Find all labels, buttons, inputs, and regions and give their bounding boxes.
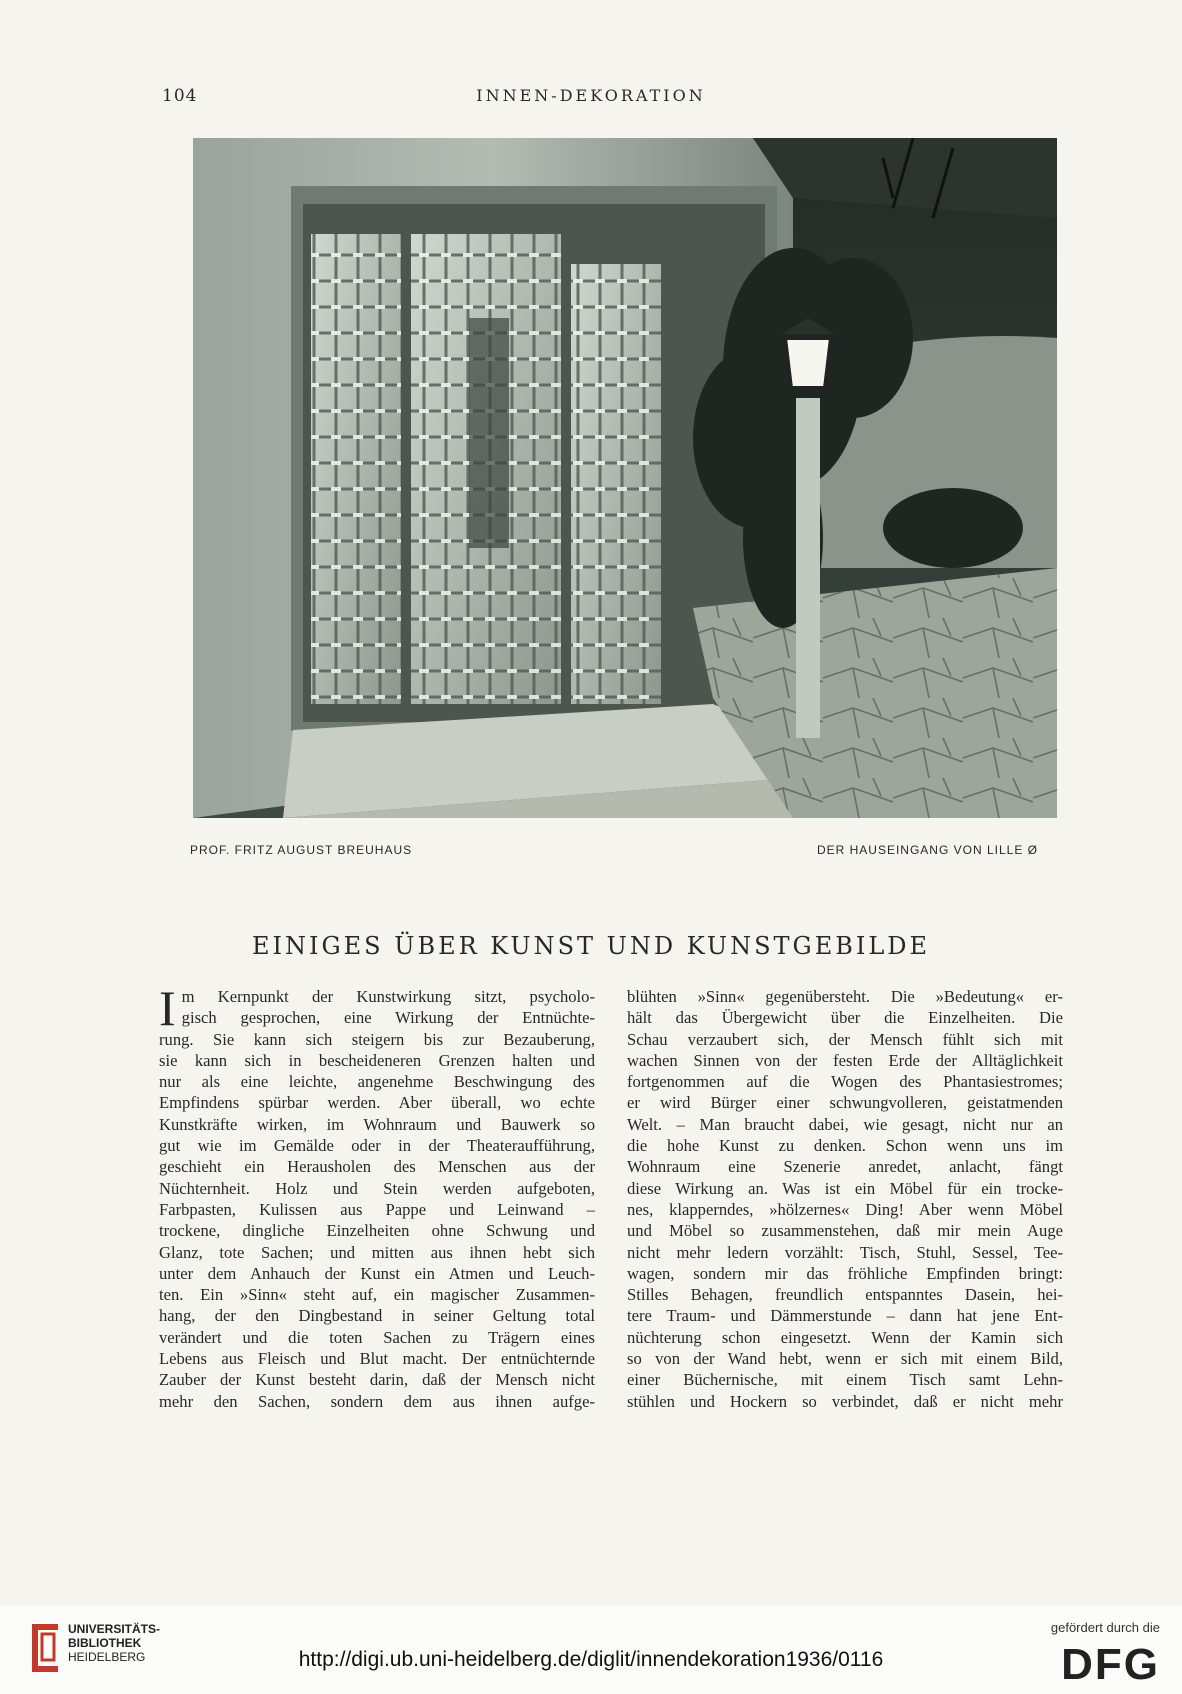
text-line: nes, klapperndes, »hölzernes« Ding! Aber wenn Möbel	[627, 1199, 1063, 1219]
text-line: Empfindens spürbar werden. Aber überall, wo echte	[159, 1093, 595, 1113]
text-line: Zauber der Kunst besteht darin, daß der Mensch nicht	[159, 1370, 595, 1390]
text-line: wachen Sinnen von der festen Erde der Alltäglichkeit	[627, 1050, 1063, 1070]
library-name-line: HEIDELBERG	[68, 1650, 146, 1664]
text-line: verändert und die toten Sachen zu Trägern eines	[159, 1327, 595, 1347]
library-name-line: BIBLIOTHEK	[68, 1636, 142, 1650]
night-entrance-illustration	[193, 138, 1057, 818]
text-line: Stilles Behagen, freundlich entspanntes Dasein, hei-	[627, 1285, 1063, 1305]
text-line: Kunstkräfte wirken, im Wohnraum und Bauwerk so	[159, 1114, 595, 1134]
text-line: Schau verzaubert sich, der Mensch fühlt sich mit	[627, 1029, 1063, 1049]
text-line: gisch gesprochen, eine Wirkung der Entnüchte-	[181, 1008, 595, 1028]
text-line: diese Wirkung an. Was ist ein Möbel für ein trocke-	[627, 1178, 1063, 1198]
text-line: einer Büchernische, mit einem Tisch samt Lehn-	[627, 1370, 1063, 1390]
text-line: fortgenommen auf die Wogen des Phantasiestromes;	[627, 1072, 1063, 1092]
text-line: rung. Sie kann sich steigern bis zur Bezauberung,	[159, 1029, 595, 1049]
text-line: mehr den Sachen, sondern dem aus ihnen aufge-	[159, 1391, 595, 1411]
text-line: hält das Übergewicht über die Einzelheiten. Die	[627, 1008, 1063, 1028]
text-column-left	[159, 980, 595, 1412]
text-line: unter dem Anhauch der Kunst ein Atmen und Leuch-	[159, 1263, 595, 1283]
funder-label: gefördert durch die	[1050, 1620, 1160, 1635]
dfg-logo: DFG	[1061, 1640, 1160, 1689]
text-line: blühten »Sinn« gegenübersteht. Die »Bedeutung« er-	[627, 987, 1063, 1006]
text-line: geschieht ein Herausholen des Menschen aus der	[159, 1157, 595, 1177]
text-line: Glanz, tote Sachen; und mitten aus ihnen hebt sich	[159, 1242, 595, 1262]
page-number: 104	[162, 86, 198, 106]
text-line: stühlen und Hockern so verbindet, daß er nicht mehr	[627, 1391, 1063, 1411]
text-line: hang, der den Dingbestand in seiner Geltung total	[159, 1306, 595, 1326]
text-line: nur als eine leichte, angenehme Beschwingung des	[159, 1072, 595, 1092]
text-line: nicht mehr ledern vorzählt: Tisch, Stuhl, Sessel, Tee-	[627, 1242, 1063, 1262]
text-column-right	[627, 986, 1063, 1412]
text-line: trockene, dingliche Einzelheiten ohne Schwung und	[159, 1221, 595, 1241]
text-line: m Kernpunkt der Kunstwirkung sitzt, psycholo-	[181, 987, 595, 1006]
text-line: er wird Bürger einer schwungvolleren, geistatmenden	[627, 1093, 1063, 1113]
text-line: so von der Wand hebt, wenn er sich mit einem Bild,	[627, 1349, 1063, 1369]
text-line: Lebens aus Fleisch und Blut macht. Der entnüchternde	[159, 1349, 595, 1369]
caption-architect: PROF. FRITZ AUGUST BREUHAUS	[190, 843, 413, 857]
text-line: Welt. – Man braucht dabei, wie gesagt, nicht nur an	[627, 1114, 1063, 1134]
text-line: die hohe Kunst zu denken. Schon wenn uns im	[627, 1136, 1063, 1156]
text-line: wagen, sondern mir das fröhliche Empfinden bringt:	[627, 1263, 1063, 1283]
text-line: sie kann sich in bescheideneren Grenzen halten und	[159, 1050, 595, 1070]
text-line: tere Traum- und Dämmerstunde – dann hat jene Ent-	[627, 1306, 1063, 1326]
library-name-line: UNIVERSITÄTS-	[68, 1622, 161, 1636]
text-line: Wohnraum eine Szenerie anredet, anlacht, fängt	[627, 1157, 1063, 1177]
drop-cap: I	[159, 980, 176, 1036]
text-line: Farbpasten, Kulissen aus Pappe und Leinwand –	[159, 1199, 595, 1219]
funder-block	[1051, 1620, 1160, 1689]
text-line: Nüchternheit. Holz und Stein werden aufgeboten,	[159, 1178, 595, 1198]
running-title: INNEN-DEKORATION	[476, 86, 706, 105]
text-line: gut wie im Gemälde oder in der Theateraufführung,	[159, 1136, 595, 1156]
source-url-link[interactable]: http://digi.ub.uni-heidelberg.de/diglit/innendekoration1936/0116	[298, 1648, 884, 1671]
text-line: ten. Ein »Sinn« steht auf, ein magischer Zusammen-	[159, 1285, 595, 1305]
article-title: EINIGES ÜBER KUNST UND KUNSTGEBILDE	[251, 932, 931, 960]
text-line: und Möbel so zusammenstehen, daß mir mein Auge	[627, 1221, 1063, 1241]
text-line: nüchterung schon eingesetzt. Wenn der Kamin sich	[627, 1327, 1063, 1347]
entrance-photograph	[193, 138, 1057, 818]
caption-subject: DER HAUSEINGANG VON LILLE Ø	[816, 843, 1038, 857]
